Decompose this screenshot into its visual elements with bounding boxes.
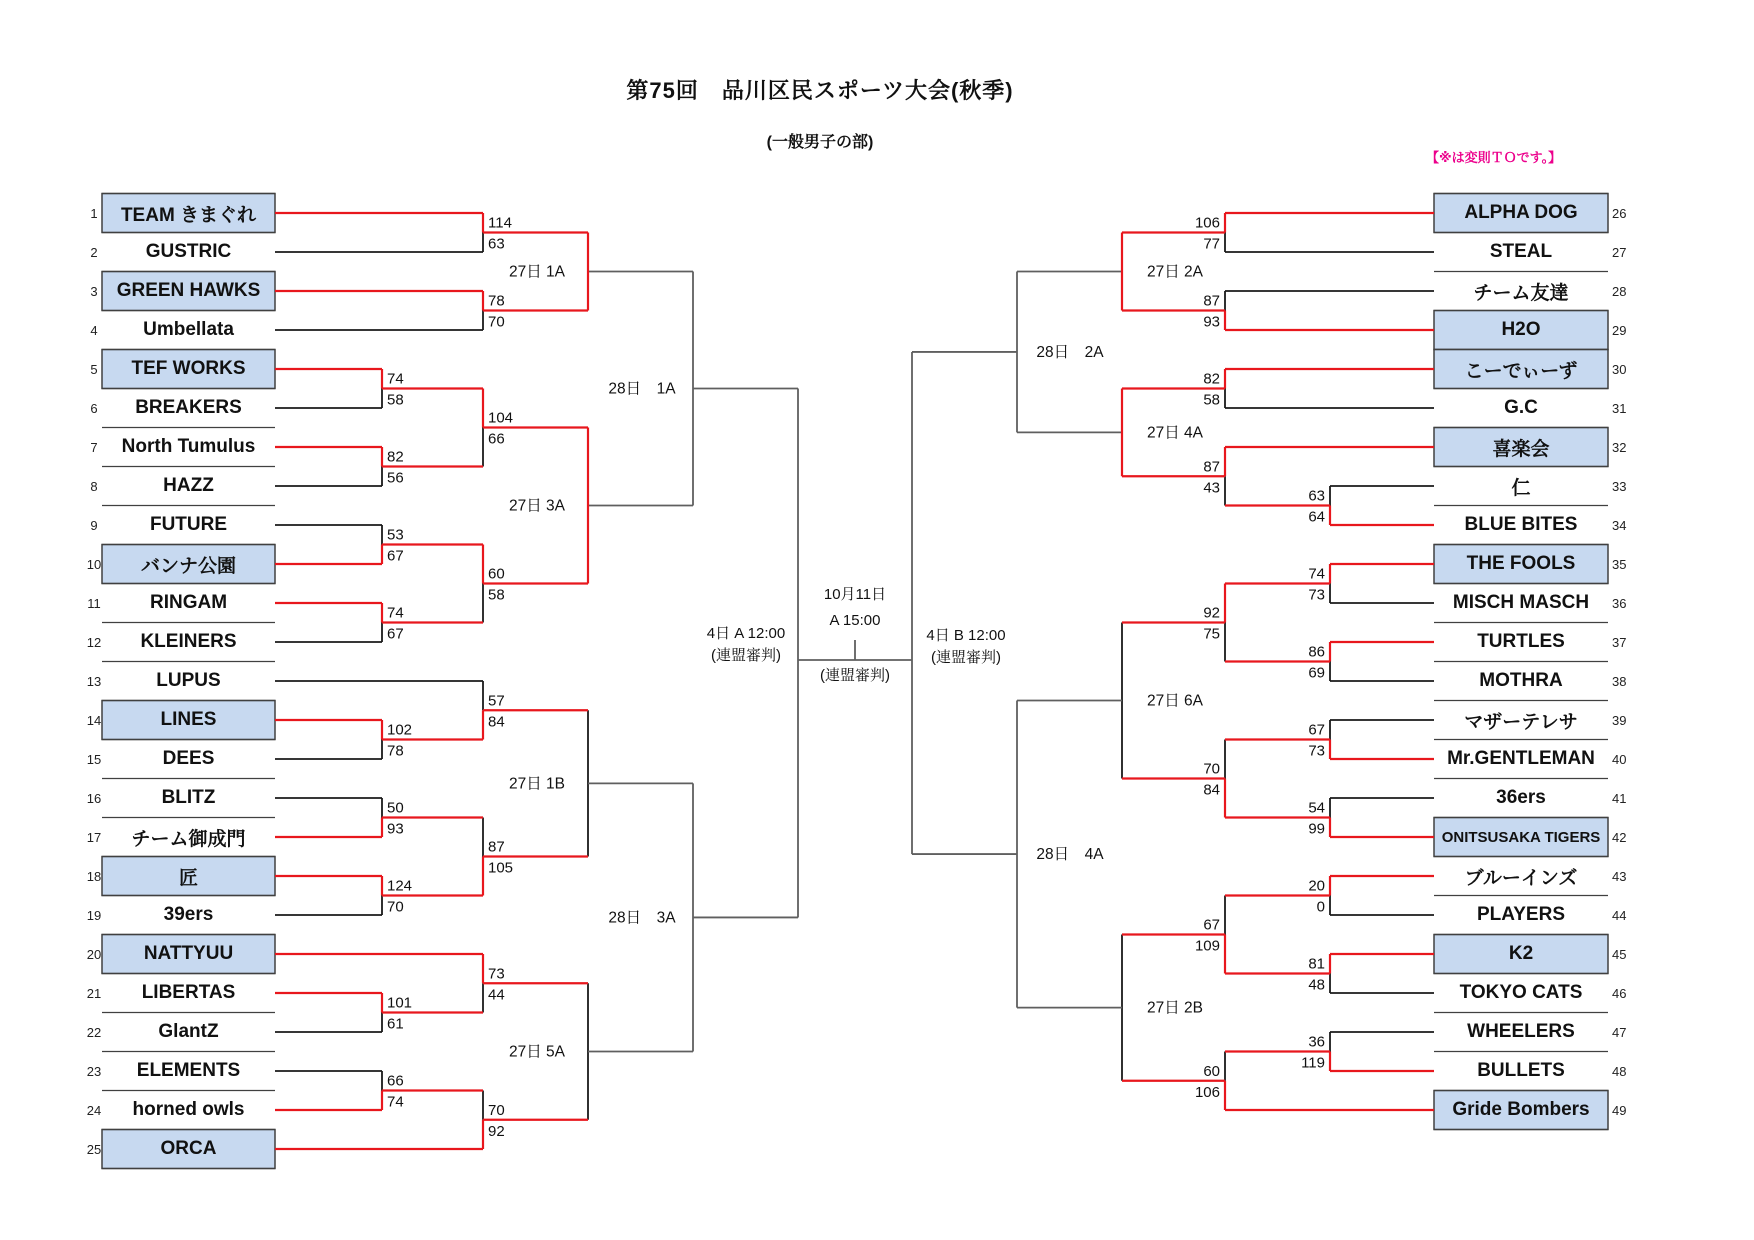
team-name: PLAYERS [1477, 904, 1565, 925]
match-score-top: 92 [1203, 604, 1220, 622]
team-name: チーム御成門 [131, 828, 246, 850]
team-number: 30 [1612, 361, 1627, 377]
team-number: 32 [1612, 439, 1627, 455]
semifinal-a-referee: (連盟審判) [711, 647, 781, 664]
match-score-top: 101 [387, 994, 413, 1012]
match-score-bottom: 84 [1203, 781, 1220, 799]
team-number: 24 [86, 1102, 102, 1118]
team-name: Gride Bombers [1452, 1099, 1590, 1120]
team-name: BLITZ [161, 787, 216, 808]
match-label: 27日 4A [1146, 424, 1204, 442]
match-label: 27日 2A [1146, 263, 1204, 281]
match-score-bottom: 99 [1308, 820, 1325, 838]
to-note: 【※は変則ＴＯです。】 [1426, 150, 1562, 165]
team-number: 37 [1612, 634, 1627, 650]
tournament-title: 第75回 品川区民スポーツ大会(秋季) [626, 78, 1014, 103]
match-score-bottom: 44 [488, 986, 505, 1004]
match-score-top: 74 [1308, 565, 1325, 583]
team-name: LINES [160, 709, 217, 730]
team-number: 3 [90, 283, 98, 299]
match-score-top: 54 [1308, 799, 1325, 817]
final-referee: (連盟審判) [820, 667, 890, 684]
match-score-top: 36 [1308, 1033, 1325, 1051]
team-number: 4 [90, 322, 98, 338]
match-score-bottom: 58 [387, 391, 404, 409]
team-name: DEES [162, 748, 215, 769]
team-number: 16 [86, 790, 102, 806]
match-score-bottom: 63 [488, 235, 505, 253]
match-score-top: 57 [488, 692, 505, 710]
match-score-bottom: 58 [1203, 391, 1220, 409]
match-score-bottom: 84 [488, 713, 505, 731]
team-number: 35 [1612, 556, 1627, 572]
team-name: G.C [1504, 397, 1538, 418]
team-number: 13 [86, 673, 102, 689]
team-name: MOTHRA [1479, 670, 1563, 691]
team-name: GUSTRIC [145, 241, 232, 262]
team-number: 45 [1612, 946, 1627, 962]
match-score-top: 63 [1308, 487, 1325, 505]
team-number: 19 [86, 907, 102, 923]
team-name: バンナ公園 [140, 555, 236, 577]
match-score-top: 70 [1203, 760, 1220, 778]
team-number: 2 [90, 244, 98, 260]
team-name: ELEMENTS [136, 1060, 241, 1081]
team-name: ONITSUSAKA TIGERS [1441, 828, 1601, 846]
team-name: RINGAM [149, 592, 228, 613]
team-number: 40 [1612, 751, 1627, 767]
match-score-bottom: 66 [488, 430, 505, 448]
team-name: LIBERTAS [141, 982, 236, 1003]
team-name: 仁 [1511, 477, 1531, 499]
team-name: WHEELERS [1467, 1021, 1575, 1042]
match-score-bottom: 48 [1308, 976, 1325, 994]
match-score-bottom: 109 [1194, 937, 1220, 955]
match-label: 27日 6A [1146, 692, 1204, 710]
match-label: 28日 1A [608, 380, 676, 398]
team-name: North Tumulus [121, 436, 256, 457]
match-score-top: 50 [387, 799, 404, 817]
team-name: TEF WORKS [131, 358, 246, 379]
team-name: 36ers [1496, 787, 1546, 808]
match-label: 27日 1A [508, 263, 566, 281]
division-subtitle: (一般男子の部) [766, 134, 874, 151]
match-score-bottom: 78 [387, 742, 404, 760]
team-number: 20 [86, 946, 102, 962]
match-score-top: 114 [488, 214, 512, 232]
match-score-top: 86 [1308, 643, 1325, 661]
team-name: MISCH MASCH [1452, 592, 1590, 613]
team-name: こーでぃーず [1464, 360, 1578, 382]
team-name: TURTLES [1477, 631, 1565, 652]
match-score-top: 82 [1203, 370, 1220, 388]
team-name: NATTYUU [143, 943, 234, 964]
team-number: 1 [90, 205, 98, 221]
team-number: 47 [1612, 1024, 1627, 1040]
team-name: チーム友達 [1473, 282, 1569, 304]
team-name: ALPHA DOG [1464, 202, 1578, 223]
team-name: ORCA [160, 1138, 217, 1159]
match-score-top: 78 [488, 292, 505, 310]
team-number: 22 [86, 1024, 102, 1040]
team-name: horned owls [132, 1099, 245, 1120]
match-score-top: 53 [387, 526, 404, 544]
team-number: 21 [86, 985, 102, 1001]
team-number: 8 [90, 478, 98, 494]
team-number: 26 [1612, 205, 1627, 221]
team-number: 18 [86, 868, 102, 884]
match-label: 27日 5A [508, 1043, 566, 1061]
team-number: 27 [1612, 244, 1627, 260]
team-name: STEAL [1489, 241, 1553, 262]
team-number: 38 [1612, 673, 1627, 689]
team-name: TEAM きまぐれ [120, 204, 257, 226]
match-score-top: 82 [387, 448, 404, 466]
match-score-bottom: 106 [1194, 1083, 1220, 1101]
match-score-bottom: 70 [488, 313, 505, 331]
match-score-top: 102 [387, 721, 413, 739]
match-score-top: 87 [488, 838, 505, 856]
team-number: 31 [1612, 400, 1627, 416]
match-score-top: 87 [1203, 458, 1220, 476]
match-score-bottom: 73 [1308, 742, 1325, 760]
team-name: Mr.GENTLEMAN [1447, 748, 1595, 769]
team-name: THE FOOLS [1466, 553, 1576, 574]
team-number: 12 [86, 634, 102, 650]
match-label: 27日 3A [508, 497, 566, 515]
match-score-top: 124 [387, 877, 413, 895]
team-number: 49 [1612, 1102, 1627, 1118]
match-score-bottom: 74 [387, 1093, 404, 1111]
match-label: 27日 1B [508, 775, 566, 793]
team-number: 44 [1612, 907, 1627, 923]
match-score-top: 81 [1308, 955, 1325, 973]
match-score-bottom: 70 [387, 898, 404, 916]
match-score-bottom: 93 [1203, 313, 1220, 331]
team-name: 39ers [163, 904, 214, 925]
match-label: 28日 2A [1036, 343, 1104, 361]
team-name: H2O [1501, 319, 1541, 340]
team-number: 34 [1612, 517, 1627, 533]
team-name: ブルーインズ [1464, 867, 1578, 889]
match-score-bottom: 105 [488, 859, 514, 877]
team-name: マザーテレサ [1464, 711, 1578, 733]
match-score-bottom: 56 [387, 469, 404, 487]
match-score-bottom: 58 [488, 586, 505, 604]
match-score-top: 66 [387, 1072, 404, 1090]
team-name: HAZZ [163, 475, 214, 496]
team-number: 6 [90, 400, 98, 416]
match-score-bottom: 92 [488, 1122, 505, 1140]
match-score-bottom: 64 [1308, 508, 1325, 526]
match-score-top: 60 [1203, 1062, 1220, 1080]
semifinal-b-referee: (連盟審判) [931, 649, 1001, 666]
team-name: K2 [1508, 943, 1534, 964]
team-name: BULLETS [1477, 1060, 1565, 1081]
match-score-top: 87 [1203, 292, 1220, 310]
team-name: LUPUS [156, 670, 221, 691]
semifinal-b-datetime: 4日 B 12:00 [926, 627, 1006, 644]
team-number: 25 [86, 1141, 102, 1157]
team-number: 23 [86, 1063, 102, 1079]
team-name: GlantZ [158, 1021, 219, 1042]
team-name: BLUE BITES [1464, 514, 1578, 535]
match-score-top: 106 [1194, 214, 1220, 232]
match-score-bottom: 67 [387, 547, 404, 565]
team-name: 喜楽会 [1492, 438, 1550, 460]
team-name: KLEINERS [140, 631, 237, 652]
final-time: A 15:00 [829, 612, 881, 629]
team-number: 28 [1612, 283, 1627, 299]
match-score-bottom: 93 [387, 820, 404, 838]
team-number: 15 [86, 751, 102, 767]
match-score-bottom: 73 [1308, 586, 1325, 604]
team-number: 42 [1612, 829, 1627, 845]
match-score-top: 74 [387, 370, 404, 388]
team-number: 7 [90, 439, 98, 455]
team-number: 14 [86, 712, 102, 728]
team-number: 33 [1612, 478, 1627, 494]
team-name: Umbellata [143, 319, 234, 340]
team-number: 43 [1612, 868, 1627, 884]
match-score-top: 104 [488, 409, 514, 427]
team-number: 48 [1612, 1063, 1627, 1079]
team-name: FUTURE [149, 514, 228, 535]
match-score-top: 74 [387, 604, 404, 622]
match-score-bottom: 69 [1308, 664, 1325, 682]
team-name: BREAKERS [135, 397, 242, 418]
match-label: 28日 3A [608, 909, 676, 927]
team-number: 36 [1612, 595, 1627, 611]
team-number: 41 [1612, 790, 1627, 806]
match-score-bottom: 77 [1203, 235, 1220, 253]
team-number: 9 [90, 517, 98, 533]
match-score-bottom: 67 [387, 625, 404, 643]
match-score-top: 70 [488, 1101, 505, 1119]
team-number: 10 [86, 556, 102, 572]
team-number: 11 [87, 595, 101, 611]
team-number: 39 [1612, 712, 1627, 728]
match-score-top: 60 [488, 565, 505, 583]
team-number: 5 [90, 361, 98, 377]
match-score-bottom: 75 [1203, 625, 1220, 643]
match-score-bottom: 61 [387, 1015, 404, 1033]
match-score-top: 73 [488, 965, 505, 983]
team-number: 17 [86, 829, 102, 845]
match-label: 27日 2B [1146, 999, 1204, 1017]
match-score-bottom: 0 [1316, 898, 1325, 916]
team-name: GREEN HAWKS [116, 280, 261, 301]
team-name: TOKYO CATS [1459, 982, 1583, 1003]
team-name: 匠 [178, 867, 198, 889]
team-number: 29 [1612, 322, 1627, 338]
semifinal-a-datetime: 4日 A 12:00 [706, 625, 786, 642]
match-label: 28日 4A [1036, 846, 1104, 864]
final-date: 10月11日 [823, 586, 887, 603]
match-score-bottom: 119 [1301, 1054, 1325, 1072]
match-score-top: 67 [1308, 721, 1325, 739]
match-score-top: 20 [1308, 877, 1325, 895]
match-score-bottom: 43 [1203, 479, 1220, 497]
match-score-top: 67 [1203, 916, 1220, 934]
team-number: 46 [1612, 985, 1627, 1001]
